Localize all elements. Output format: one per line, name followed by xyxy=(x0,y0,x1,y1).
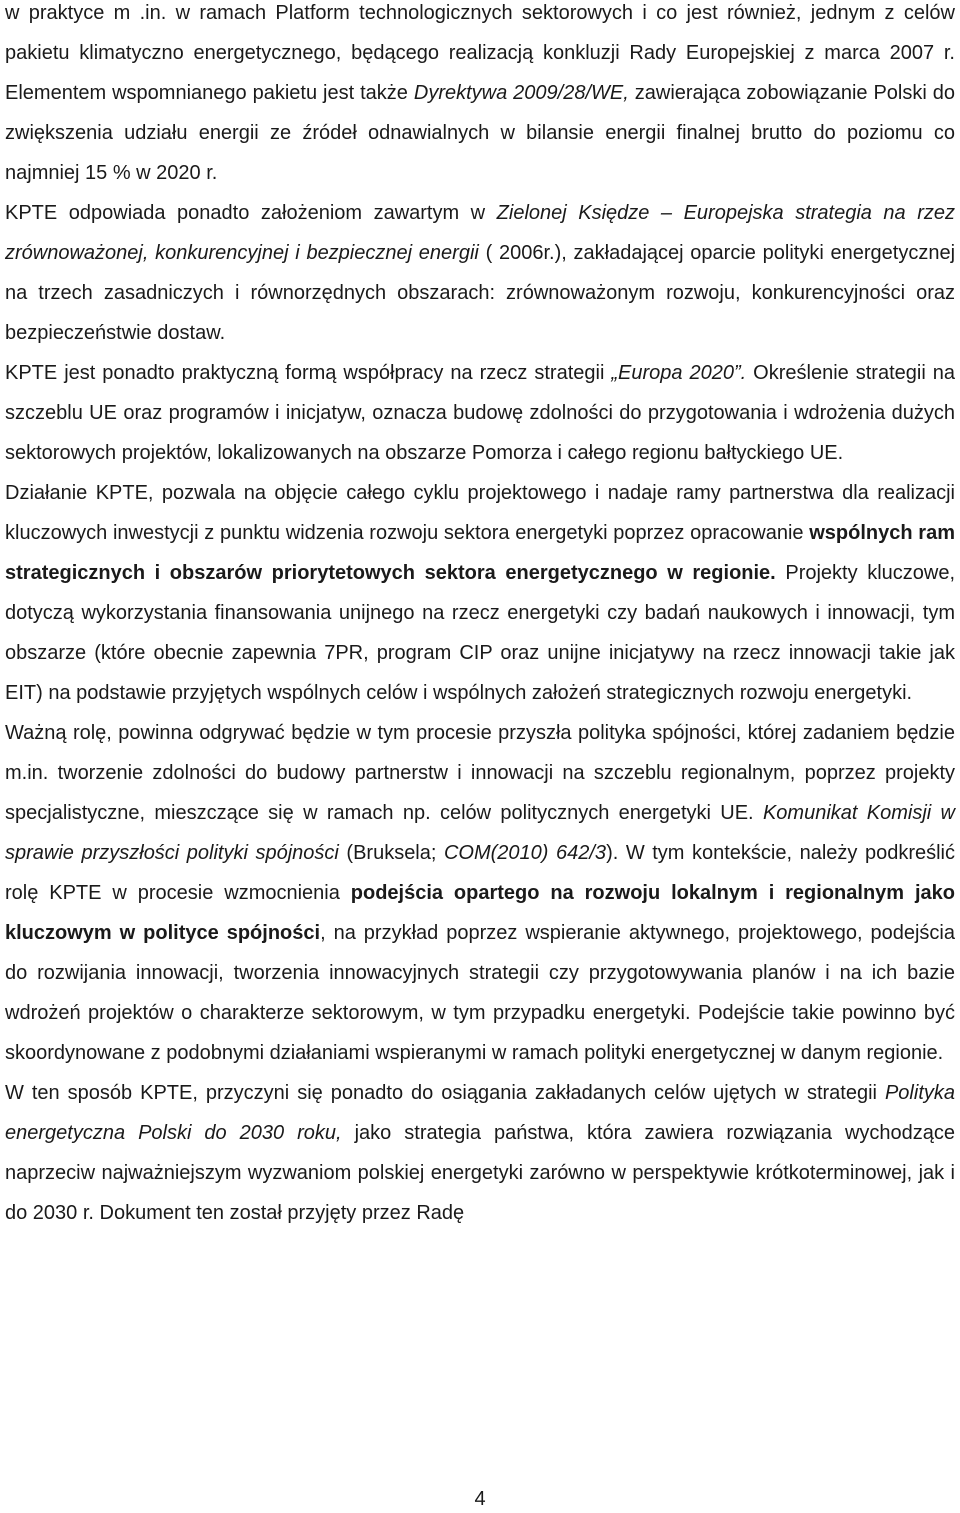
paragraph-2-text-2: ( 2006r.), zakładającej oparcie polityki energetycznej na trzech zasadniczych i równorzędnych obszarach: zrównoważonym rozwoju, konkurencyjności oraz bezpieczeństwie dostaw. xyxy=(5,242,956,344)
paragraph-2 xyxy=(5,193,955,353)
local-regional-approach-emphasis: podejścia opartego na rozwoju lokalnym i regionalnym jako kluczowym w polityce spójności xyxy=(5,882,955,944)
com-reference: COM(2010) 642/3 xyxy=(443,842,607,864)
paragraph-4-text-1: Działanie KPTE, pozwala na objęcie całego cyklu projektowego i nadaje ramy partnerstwa dla realizacji kluczowych inwestycji z punktu widzenia rozwoju sektora energetyki poprzez opracowanie xyxy=(5,482,955,544)
paragraph-6 xyxy=(5,1073,955,1233)
paragraph-3 xyxy=(5,353,955,473)
strategic-framework-emphasis: wspólnych ram strategicznych i obszarów priorytetowych sektora energetycznego w regionie. xyxy=(5,522,955,584)
paragraph-6-text-1: W ten sposób KPTE, przyczyni się ponadto do osiągania zakładanych celów ujętych w strategii xyxy=(5,1082,885,1104)
europe-2020-title: „Europa 2020”. xyxy=(611,362,747,384)
document-body xyxy=(5,0,955,1233)
paragraph-5 xyxy=(5,713,955,1073)
green-paper-title: Zielonej Księdze – Europejska strategia na rzez zrównoważonej, konkurencyjnej i bezpiecznej energii xyxy=(5,202,955,264)
paragraph-6-text-2: jako strategia państwa, która zawiera rozwiązania wychodzące naprzeciw najważniejszym wyzwaniom polskiej energetyki zarówno w perspektywie krótkoterminowej, jak i do 2030 r. Dokument ten został przyjęty przez Radę xyxy=(5,1122,956,1224)
paragraph-1-text-2: zawierająca zobowiązanie Polski do zwiększenia udziału energii ze źródeł odnawialnych w bilansie energii finalnej brutto do poziomu co najmniej 15 % w 2020 r. xyxy=(5,82,956,184)
commission-communication-title: Komunikat Komisji w sprawie przyszłości polityki spójności xyxy=(5,802,955,864)
paragraph-3-text-1: KPTE jest ponadto praktyczną formą współpracy na rzecz strategii xyxy=(5,362,612,384)
paragraph-4 xyxy=(5,473,955,713)
paragraph-5-text-2: (Bruksela; xyxy=(338,842,444,864)
page-number: 4 xyxy=(474,1488,486,1510)
paragraph-5-text-4: , na przykład poprzez wspieranie aktywnego, projektowego, podejścia do rozwijania innowacji, tworzenia innowacyjnych strategii czy przygotowywania planów i na ich bazie wdrożeń projektów o charakterze sektorowym, w tym przypadku energetyki. Podejście takie powinno być skoordynowane z podobnymi działaniami wspieranymi w ramach polityki energetycznej w danym regionie. xyxy=(5,922,955,1064)
energy-policy-title: Polityka energetyczna Polski do 2030 roku, xyxy=(5,1082,955,1144)
paragraph-5-text-1: Ważną rolę, powinna odgrywać będzie w tym procesie przyszła polityka spójności, której zadaniem będzie m.in. tworzenie zdolności do budowy partnerstw i innowacji na szczeblu regionalnym, poprzez projekty specjalistyczne, mieszczące się w ramach np. celów politycznych energetyki UE. xyxy=(5,722,955,824)
paragraph-2-text-1: KPTE odpowiada ponadto założeniom zawartym w xyxy=(5,202,497,224)
directive-reference: Dyrektywa 2009/28/WE, xyxy=(413,82,629,104)
paragraph-1-text-1: w praktyce m .in. w ramach Platform technologicznych sektorowych i co jest również, jednym z celów pakietu klimatyczno energetycznego, będącego realizacją konkluzji Rady Europejskiej z marca 2007 r. Elementem wspomnianego pakietu jest także xyxy=(5,2,955,104)
paragraph-5-text-3: ). W tym kontekście, należy podkreślić rolę KPTE w procesie wzmocnienia xyxy=(5,842,955,904)
paragraph-4-text-2: Projekty kluczowe, dotyczą wykorzystania finansowania unijnego na rzecz energetyki czy badań naukowych i innowacji, tym obszarze (które obecnie zapewnia 7PR, program CIP oraz unijne inicjatywy na rzecz innowacji takie jak EIT) na podstawie przyjętych wspólnych celów i wspólnych założeń strategicznych rozwoju energetyki. xyxy=(5,562,956,704)
paragraph-1 xyxy=(5,0,955,193)
paragraph-3-text-2: Określenie strategii na szczeblu UE oraz programów i inicjatyw, oznacza budowę zdolności do przygotowania i wdrożenia dużych sektorowych projektów, lokalizowanych na obszarze Pomorza i całego regionu bałtyckiego UE. xyxy=(5,362,955,464)
